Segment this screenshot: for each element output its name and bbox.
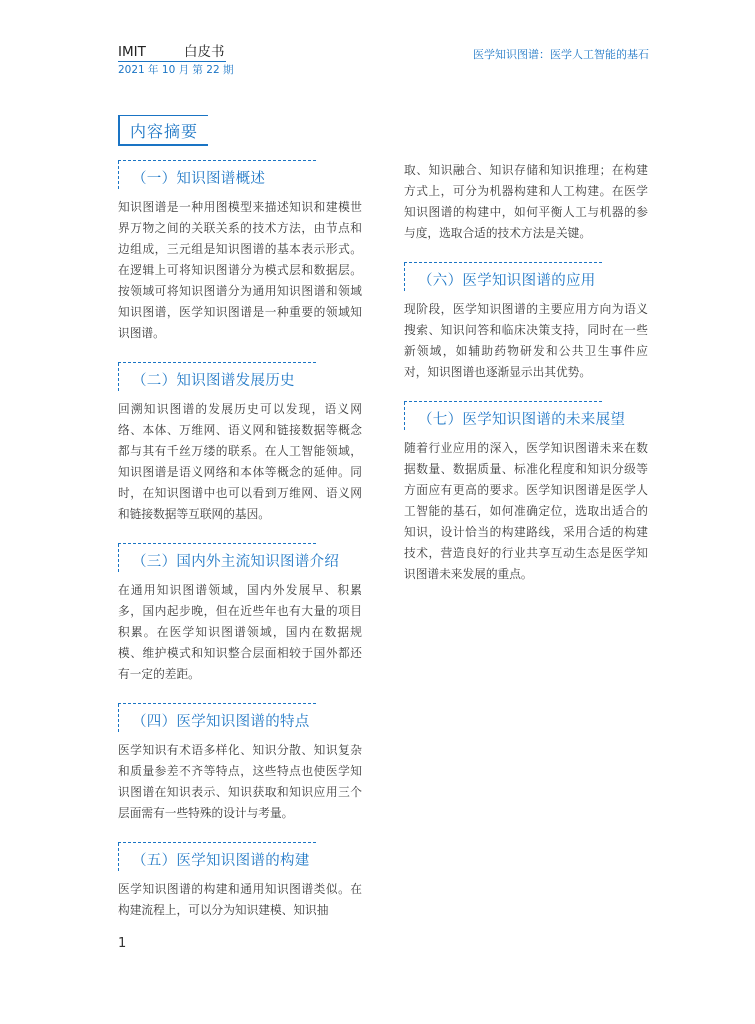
section-mainstream xyxy=(118,543,362,685)
section-header xyxy=(404,262,602,293)
section-title: （四）医学知识图谱的特点 xyxy=(132,714,310,730)
section-outlook xyxy=(404,401,648,585)
section-title: （一）知识图谱概述 xyxy=(132,171,266,187)
section-title: （三）国内外主流知识图谱介绍 xyxy=(132,554,340,570)
section-construction xyxy=(118,842,362,921)
header-rule xyxy=(118,61,226,62)
section-body: 现阶段，医学知识图谱的主要应用方向为语义搜索、知识问答和临床决策支持，同时在一些新领域，如辅助药物研发和公共卫生事件应对，知识图谱也逐渐显示出其优势。 xyxy=(404,302,648,379)
section-title: （二）知识图谱发展历史 xyxy=(132,373,295,389)
page-header-left xyxy=(118,44,234,77)
section-title: （六）医学知识图谱的应用 xyxy=(418,273,596,289)
section-overview xyxy=(118,160,362,344)
spacer xyxy=(118,525,362,543)
spacer xyxy=(404,244,648,262)
section-body: 知识图谱是一种用图模型来描述知识和建模世界万物之间的关联关系的技术方法，由节点和边组成，三元组是知识图谱的基本表示形式。在逻辑上可将知识图谱分为模式层和数据层。按领域可将知识图谱分为通用知识图谱和领域知识图谱，医学知识图谱是一种重要的领域知识图谱。 xyxy=(118,200,362,340)
section-body: 医学知识图谱的构建和通用知识图谱类似。在构建流程上，可以分为知识建模、知识抽 xyxy=(118,882,362,917)
brand xyxy=(118,44,228,60)
report-title: 医学知识图谱：医学人工智能的基石 xyxy=(473,48,649,61)
section-body: 随着行业应用的深入，医学知识图谱未来在数据数量、数据质量、标准化程度和知识分级等方面应有更高的要求。医学知识图谱是医学人工智能的基石，如何准确定位，选取出适合的知识，设计恰当的构建路线，采用合适的构建技术，营造良好的行业共享互动生态是医学知识图谱未来发展的重点。 xyxy=(404,441,648,581)
summary-heading xyxy=(118,115,208,146)
doc-type: 白皮书 xyxy=(184,44,225,60)
section-header xyxy=(118,160,316,191)
section-header-bar xyxy=(118,161,119,189)
section-header-bar xyxy=(118,843,119,871)
section-history xyxy=(118,362,362,525)
spacer xyxy=(118,344,362,362)
section-header xyxy=(404,401,626,432)
section-body: 回溯知识图谱的发展历史可以发现，语义网络、本体、万维网、语义网和链接数据等概念都与其有千丝万缕的联系。在人工智能领域，知识图谱是语义网络和本体等概念的延伸。同时，在知识图谱中也可以看到万维网、语义网和链接数据等互联网的基因。 xyxy=(118,402,362,521)
section-header-bar xyxy=(118,363,119,391)
section-header xyxy=(118,842,316,873)
right-column xyxy=(404,160,648,585)
section-header xyxy=(118,543,340,574)
section-body: 医学知识有术语多样化、知识分散、知识复杂和质量参差不齐等特点，这些特点也使医学知识图谱在知识表示、知识获取和知识应用三个层面需有一些特殊的设计与考量。 xyxy=(118,743,362,820)
section-header-bar xyxy=(118,704,119,732)
section-applications xyxy=(404,262,648,383)
issue-info: 2021 年 10 月 第 22 期 xyxy=(118,64,234,76)
section-header-bar xyxy=(404,402,405,430)
org-name: IMIT xyxy=(118,44,146,60)
section-title: （五）医学知识图谱的构建 xyxy=(132,853,310,869)
left-column xyxy=(118,160,362,921)
section-construction-cont xyxy=(404,160,648,244)
section-body: 取、知识融合、知识存储和知识推理；在构建方式上，可分为机器构建和人工构建。在医学知识图谱的构建中，如何平衡人工与机器的参与度，选取合适的技术方法是关键。 xyxy=(404,163,648,240)
section-header xyxy=(118,703,316,734)
spacer xyxy=(118,685,362,703)
spacer xyxy=(118,824,362,842)
section-header xyxy=(118,362,316,393)
page-number: 1 xyxy=(118,936,127,951)
section-header-bar xyxy=(118,544,119,572)
summary-title: 内容摘要 xyxy=(129,121,198,141)
section-features xyxy=(118,703,362,824)
section-header-bar xyxy=(404,263,405,291)
section-title: （七）医学知识图谱的未来展望 xyxy=(418,412,626,428)
section-body: 在通用知识图谱领域，国内外发展早、积累多，国内起步晚，但在近些年也有大量的项目积累。在医学知识图谱领域，国内在数据规模、维护模式和知识整合层面相较于国外都还有一定的差距。 xyxy=(118,583,362,681)
spacer xyxy=(404,383,648,401)
summary-box xyxy=(118,116,208,146)
